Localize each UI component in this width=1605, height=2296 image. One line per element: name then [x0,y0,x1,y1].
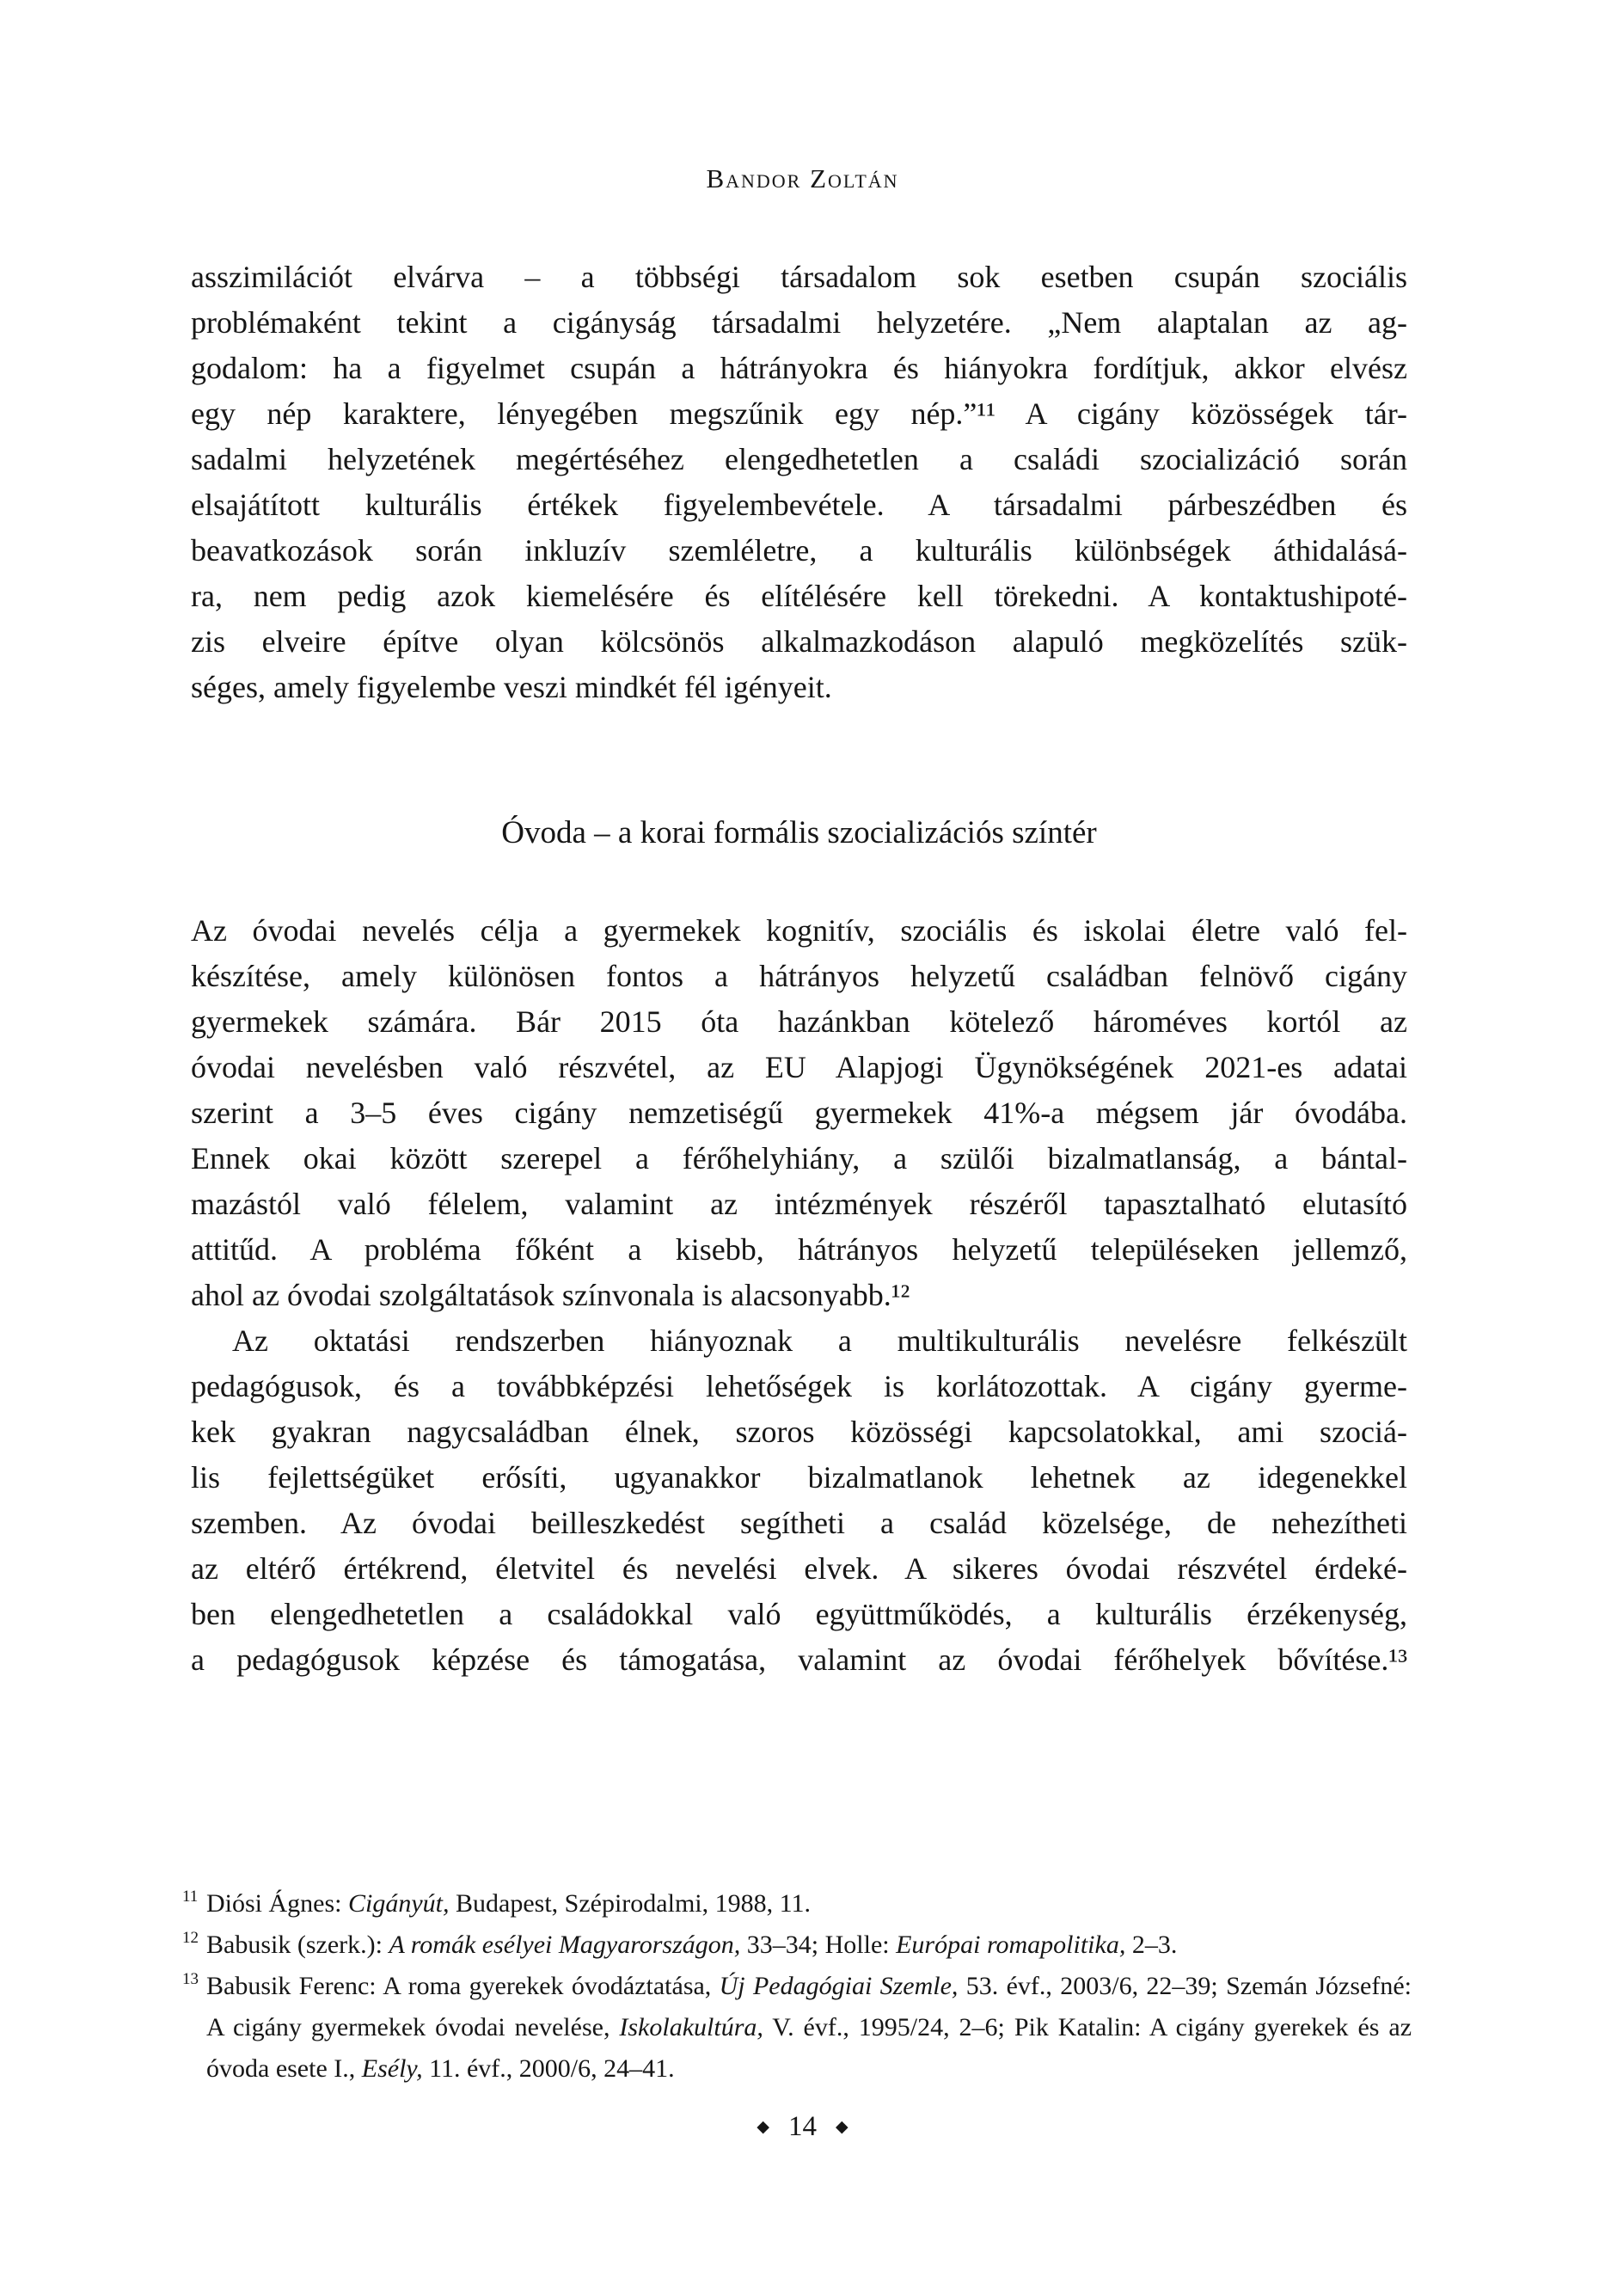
text-line: pedagógusok, és a továbbképzési lehetőségek is korlátozottak. A cigány gyerme- [191,1369,1407,1403]
text-line: Az óvodai nevelés célja a gyermekek kognitív, szociális és iskolai életre való fel- [191,913,1407,948]
footnote-text-segment: 53. évf., 2003/6, 22–39; Szemán Józsefné: A cigány gyermekek óvodai nevelése, [206,1972,1412,2041]
footnote-11 [182,1883,1412,1925]
page-number: 14 [788,2111,817,2142]
footnote-text-segment: Budapest, Szépirodalmi, 1988, 11. [449,1889,811,1918]
footnote-number: 13 [182,1970,199,1988]
text-line: óvodai nevelésben való részvétel, az EU Alapjogi Ügynökségének 2021-es adatai [191,1050,1407,1084]
text-line: attitűd. A probléma főként a kisebb, hátrányos helyzetű településeken jellemző, [191,1232,1407,1267]
text-line: az eltérő értékrend, életvitel és nevelési elvek. A sikeres óvodai részvétel érdeké- [191,1551,1407,1586]
text-line: sadalmi helyzetének megértéséhez elengedhetetlen a családi szocializáció során [191,442,1407,476]
footnote-title-italic: Iskolakultúra, [619,2013,763,2041]
footnote-title-italic: Európai romapolitika, [896,1931,1126,1959]
running-header-author: Bandor Zoltán [706,163,899,193]
footnote-text-segment: 33–34; Holle: [740,1931,897,1959]
text-line: Ennek okai között szerepel a férőhelyhiány, a szülői bizalmatlanság, a bántal- [191,1141,1407,1176]
footnote-12 [182,1925,1412,1966]
text-line: kek gyakran nagycsaládban élnek, szoros közösségi kapcsolatokkal, ami szociá- [191,1415,1407,1449]
footnote-title-italic: Új Pedagógiai Szemle, [719,1972,959,2000]
footer-ornament-left-icon: ◆ [757,2118,769,2136]
footnote-13 [182,1966,1412,2090]
text-line: készítése, amely különösen fontos a hátrányos helyzetű családban felnövő cigány [191,959,1407,993]
footnote-text-segment: Babusik (szerk.): [206,1931,389,1959]
text-line: beavatkozások során inkluzív szemléletre, a kulturális különbségek áthidalásá- [191,533,1407,568]
footnote-number: 12 [182,1929,199,1947]
text-line: szerint a 3–5 éves cigány nemzetiségű gyermekek 41%-a mégsem jár óvodába. [191,1096,1407,1130]
text-line: egy nép karaktere, lényegében megszűnik egy nép.”¹¹ A cigány közösségek tár- [191,396,1407,431]
page-footer [0,2111,1605,2143]
text-line: a pedagógusok képzése és támogatása, valamint az óvodai férőhelyek bővítése.¹³ [191,1642,1407,1677]
text-line: lis fejlettségüket erősíti, ugyanakkor bizalmatlanok lehetnek az idegenekkel [191,1460,1407,1495]
footnotes-section [182,1883,1412,2090]
body-paragraph-1 [191,255,1407,710]
footnote-title-italic: Cigányút, [348,1889,450,1918]
text-line: szemben. Az óvodai beilleszkedést segítheti a család közelsége, de nehezítheti [191,1506,1407,1540]
text-line: ahol az óvodai szolgáltatások színvonala is alacsonyabb.¹² [191,1278,910,1312]
section-heading: Óvoda – a korai formális szocializációs színtér [501,815,1097,850]
text-line: ra, nem pedig azok kiemelésére és elítélésére kell törekedni. A kontaktushipoté- [191,579,1407,613]
text-line: ben elengedhetetlen a családokkal való együttműködés, a kulturális érzékenység, [191,1597,1407,1631]
text-line: séges, amely figyelembe veszi mindkét fél igényeit. [191,670,832,704]
footnote-title-italic: A romák esélyei Magyarországon, [389,1931,741,1959]
footer-ornament-right-icon: ◆ [836,2118,848,2136]
footnote-title-italic: Esély, [361,2054,423,2083]
footnote-text-segment: V. évf., 1995/24, 2–6; Pik Katalin: A cigány gyerekek és az óvoda esete I., [206,2013,1412,2083]
text-line: mazástól való félelem, valamint az intézmények részéről tapasztalható elutasító [191,1187,1407,1221]
text-line: asszimilációt elvárva – a többségi társadalom sok esetben csupán szociális [191,260,1407,294]
footnote-number: 11 [182,1888,199,1906]
footnote-text-segment: Babusik Ferenc: A roma gyerekek óvodáztatása, [206,1972,720,2000]
text-line: zis elveire építve olyan kölcsönös alkalmazkodáson alapuló megközelítés szük- [191,624,1407,659]
text-line: Az oktatási rendszerben hiányoznak a multikulturális nevelésre felkészült [232,1323,1407,1358]
footnote-text-segment: 2–3. [1125,1931,1178,1959]
body-paragraphs-2-3 [191,908,1407,1683]
text-line: gyermekek számára. Bár 2015 óta hazánkban kötelező hároméves kortól az [191,1004,1407,1039]
footnote-text-segment: Diósi Ágnes: [206,1889,348,1918]
footnote-text-segment: 11. évf., 2000/6, 24–41. [422,2054,675,2083]
text-line: elsajátított kulturális értékek figyelembevétele. A társadalmi párbeszédben és [191,488,1407,522]
text-line: godalom: ha a figyelmet csupán a hátrányokra és hiányokra fordítjuk, akkor elvész [191,351,1407,385]
text-line: problémaként tekint a cigányság társadalmi helyzetére. „Nem alaptalan az ag- [191,305,1407,340]
